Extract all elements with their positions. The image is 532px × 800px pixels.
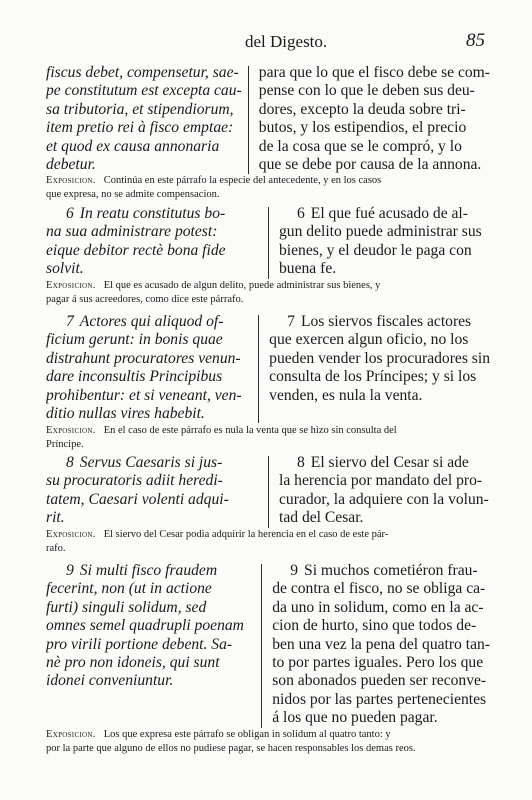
- exposicion-note: [46, 174, 490, 202]
- spanish-line: El que fué acusado de al-: [310, 205, 468, 222]
- exposicion-line: En el caso de este párrafo es nula la venta que se hizo sin consulta del: [103, 425, 397, 436]
- spanish-line: El siervo del Cesar si ade: [310, 454, 469, 471]
- latin-line: debetur.: [46, 156, 96, 174]
- paragraph-9: [46, 562, 490, 728]
- latin-line: Si multi fisco fraudem: [79, 562, 218, 579]
- page-number: 85: [466, 30, 485, 51]
- spanish-line: Si muchos cometiéron frau-: [304, 562, 478, 579]
- paragraph-number: 9: [66, 562, 74, 579]
- spanish-column: [269, 205, 490, 279]
- running-header: [0, 32, 532, 56]
- paragraph-number: 6: [66, 205, 74, 222]
- spanish-line: bienes, y el deudor le paga con: [279, 241, 472, 259]
- exposicion-label: Exposicion.: [46, 175, 96, 186]
- spanish-line: que exercen algun oficio, no los: [269, 331, 469, 349]
- paragraph-number: 8: [297, 454, 305, 471]
- exposicion-line: El siervo del Cesar podia adquirir la herencia en el caso de este pár-: [103, 529, 389, 540]
- spanish-line: Los siervos fiscales actores: [300, 313, 472, 330]
- exposicion-line: por la parte que alguno de ellos no pudiese pagar, se hacen responsables los demas reos.: [46, 743, 416, 754]
- latin-line: idonei conveniuntur.: [46, 672, 174, 690]
- spanish-column: [262, 562, 490, 728]
- latin-line: fecerint, non (ut in actione: [46, 580, 212, 598]
- spanish-line: da uno in solidum, como en la ac-: [272, 598, 484, 616]
- exposicion-note: [46, 279, 490, 307]
- paragraph-number: 8: [66, 454, 74, 471]
- latin-line: solvit.: [46, 260, 84, 278]
- spanish-column: [249, 64, 490, 174]
- latin-line: eique debitor rectè bona fide: [46, 241, 226, 259]
- latin-line: tatem, Caesari volenti adqui-: [46, 490, 229, 508]
- spanish-line: ben una vez la pena del quatro tan-: [272, 635, 490, 653]
- exposicion-line: que expresa, no se admite compensacion.: [46, 189, 220, 200]
- exposicion-note: [46, 528, 490, 556]
- paragraph-6: [46, 205, 490, 279]
- spanish-line: para que lo que el fisco debe se com-: [258, 64, 490, 81]
- latin-line: distrahunt procuratores venun-: [46, 349, 241, 367]
- exposicion-note: [46, 424, 490, 452]
- latin-line: pe constitutum est excepta cau-: [46, 82, 242, 100]
- spanish-line: pueden vender los procuradores sin: [269, 349, 490, 367]
- spanish-line: pense con lo que le deben sus deu-: [258, 82, 475, 100]
- latin-line: dare inconsultis Principibus: [46, 368, 223, 386]
- exposicion-label: Exposicion.: [46, 529, 96, 540]
- paragraph-8: [46, 454, 490, 528]
- spanish-line: venden, es nula la venta.: [269, 386, 423, 404]
- latin-line: rit.: [46, 509, 65, 527]
- spanish-line: nidos por las partes pertenecientes: [272, 690, 487, 708]
- paragraph-number: 7: [287, 313, 295, 330]
- exposicion-line: El que es acusado de algun delito, puede administrar sus bienes, y: [103, 280, 381, 291]
- latin-line: omnes semel quadrupli poenam: [46, 617, 244, 635]
- exposicion-line: pagar á sus acreedores, como dice este párrafo.: [46, 294, 244, 305]
- exposicion-line: Continúa en este párrafo la especie del antecedente, y en los casos: [103, 175, 382, 186]
- exposicion-label: Exposicion.: [46, 729, 96, 740]
- latin-line: prohibentur: et si veneant, ven-: [46, 386, 242, 404]
- latin-line: na sua administrare potest:: [46, 223, 218, 241]
- spanish-line: tad del Cesar.: [279, 509, 364, 527]
- latin-line: et quod ex causa annonaria: [46, 137, 220, 155]
- spanish-line: consulta de los Príncipes; y si los: [269, 368, 477, 386]
- latin-line: ditio nullas vires habebit.: [46, 405, 205, 423]
- spanish-line: la herencia por mandato del pro-: [279, 472, 483, 490]
- spanish-line: de la cosa que se le compró, y lo: [258, 137, 462, 155]
- latin-column: [46, 64, 248, 174]
- spanish-column: [269, 454, 490, 528]
- running-title: del Digesto.: [245, 32, 328, 51]
- latin-column: [46, 205, 268, 279]
- spanish-line: son abonados pueden ser reconve-: [272, 672, 487, 690]
- exposicion-label: Exposicion.: [46, 280, 96, 291]
- exposicion-note: [46, 728, 490, 756]
- paragraph-continuation: [46, 64, 490, 174]
- spanish-line: á los que no pueden pagar.: [272, 709, 438, 727]
- latin-column: [46, 454, 268, 528]
- latin-column: [46, 562, 261, 728]
- paragraph-number: 7: [66, 313, 74, 330]
- latin-line: nè pro non idoneis, qui sunt: [46, 654, 220, 672]
- spanish-line: dores, excepto la deuda sobre tri-: [258, 100, 466, 118]
- spanish-column: [259, 313, 490, 423]
- latin-line: su procuratoris adiit heredi-: [46, 472, 223, 490]
- paragraph-number: 9: [290, 562, 299, 579]
- exposicion-line: Los que expresa este párrafo se obligan in solidum al quatro tanto: y: [103, 729, 391, 740]
- latin-line: item pretio rei à fisco emptae:: [46, 119, 234, 137]
- exposicion-line: rafo.: [46, 543, 66, 554]
- latin-line: In reatu constitutus bo-: [79, 205, 226, 222]
- spanish-line: cion de hurto, sino que todos de-: [272, 617, 477, 635]
- spanish-line: que se debe por causa de la annona.: [258, 156, 482, 174]
- spanish-line: curador, la adquiere con la volun-: [279, 490, 489, 508]
- spanish-line: buena fe.: [279, 260, 337, 278]
- exposicion-label: Exposicion.: [46, 425, 96, 436]
- latin-column: [46, 313, 258, 423]
- latin-line: ficium gerunt: in bonis quae: [46, 331, 223, 349]
- latin-line: furti) singuli solidum, sed: [46, 598, 207, 616]
- paragraph-number: 6: [297, 205, 305, 222]
- exposicion-line: Príncipe.: [46, 439, 84, 450]
- paragraph-7: [46, 313, 490, 423]
- latin-line: fiscus debet, compensetur, sae-: [46, 64, 239, 81]
- spanish-line: de contra el fisco, no se obliga ca-: [272, 580, 486, 598]
- latin-line: Servus Caesaris si jus-: [79, 454, 223, 471]
- latin-line: sa tributoria, et stipendiorum,: [46, 100, 234, 118]
- spanish-line: gun delito puede administrar sus: [279, 223, 482, 241]
- latin-line: Actores qui aliquod of-: [79, 313, 224, 330]
- spanish-line: to por partes iguales. Pero los que: [272, 654, 484, 672]
- spanish-line: butos, y los estipendios, el precio: [258, 119, 467, 137]
- latin-line: pro virili portione debent. Sa-: [46, 635, 233, 653]
